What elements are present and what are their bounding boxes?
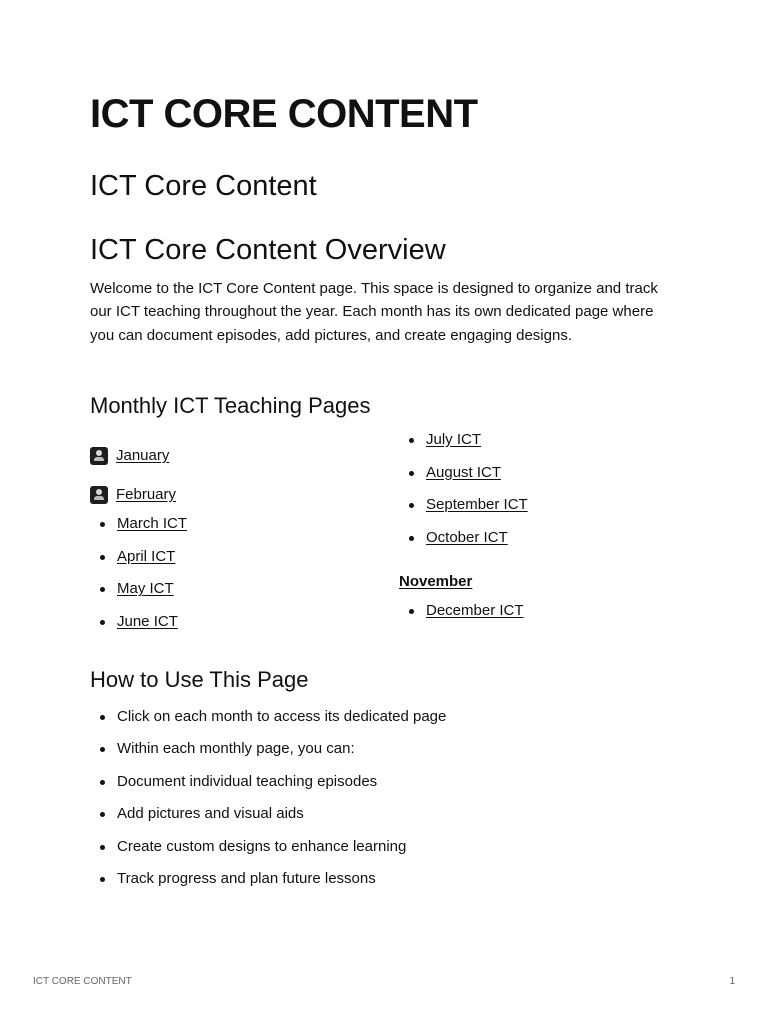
monthly-pages-heading: Monthly ICT Teaching Pages	[90, 393, 371, 418]
list-item	[399, 430, 689, 463]
list-item	[399, 528, 689, 561]
list-item: Document individual teaching episodes	[90, 772, 670, 804]
november-link-row[interactable]	[399, 560, 689, 601]
months-list-left	[90, 514, 380, 644]
how-to-heading: How to Use This Page	[90, 667, 309, 692]
page-number: 1	[729, 976, 735, 987]
page-avatar-icon	[90, 486, 108, 504]
list-item	[90, 579, 380, 612]
months-list-right-top	[399, 430, 689, 560]
list-item	[399, 495, 689, 528]
november-link[interactable]: November	[399, 573, 473, 591]
list-item: Click on each month to access its dedicated page	[90, 707, 670, 739]
page-avatar-icon	[90, 447, 108, 465]
april-link[interactable]: April ICT	[117, 547, 176, 565]
months-left-column	[90, 436, 380, 644]
page-link-february[interactable]	[90, 475, 380, 514]
january-link[interactable]: January	[116, 447, 170, 464]
october-link[interactable]: October ICT	[426, 528, 508, 546]
months-right-column	[399, 430, 689, 634]
how-to-list	[90, 707, 670, 901]
list-item: Add pictures and visual aids	[90, 804, 670, 836]
list-item: Within each monthly page, you can:	[90, 739, 670, 771]
list-item	[399, 601, 689, 634]
document-title: ICT CORE CONTENT	[90, 92, 478, 136]
list-item: Create custom designs to enhance learning	[90, 837, 670, 869]
footer-title: ICT CORE CONTENT	[33, 976, 132, 987]
july-link[interactable]: July ICT	[426, 431, 482, 448]
list-item	[90, 514, 380, 547]
list-item	[90, 612, 380, 645]
months-list-right-bottom	[399, 601, 689, 634]
may-link[interactable]: May ICT	[117, 580, 174, 598]
august-link[interactable]: August ICT	[426, 463, 502, 481]
december-link[interactable]: December ICT	[426, 602, 524, 620]
february-link[interactable]: February	[116, 486, 177, 503]
list-item: Track progress and plan future lessons	[90, 869, 670, 901]
september-link[interactable]: September ICT	[426, 496, 528, 514]
page-link-january[interactable]	[90, 436, 380, 475]
march-link[interactable]: March ICT	[117, 515, 188, 532]
overview-paragraph: Welcome to the ICT Core Content page. This space is designed to organize and track our ICT teaching throughout the year. Each month has its own dedicated page where you can document episodes, add pictures, and create engaging designs.	[90, 280, 658, 344]
page-subtitle: ICT Core Content	[90, 170, 317, 202]
list-item	[399, 463, 689, 496]
list-item	[90, 547, 380, 580]
overview-heading: ICT Core Content Overview	[90, 234, 446, 266]
june-link[interactable]: June ICT	[117, 612, 178, 630]
